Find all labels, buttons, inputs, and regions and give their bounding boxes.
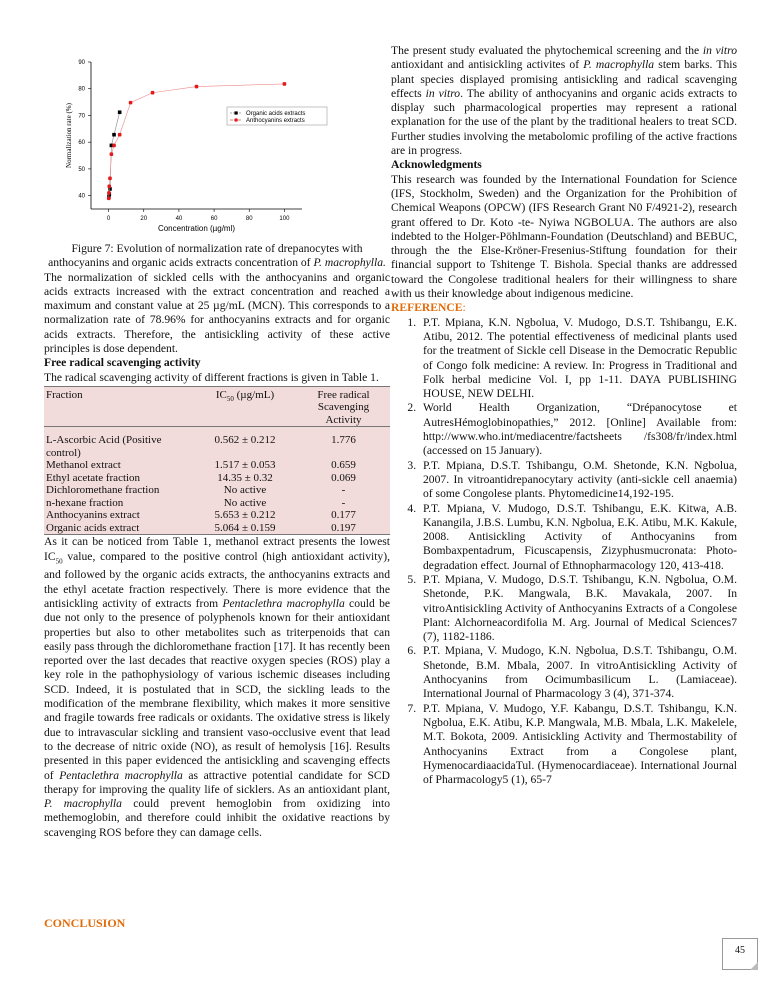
cell-ic50: 1.517 ± 0.053 bbox=[214, 459, 276, 472]
cell-activity: - bbox=[341, 484, 346, 497]
reference-item: 2. World Health Organization, “Drépanocytose et AutresHémoglobinopathies,” 2012. [Online] Available from: http://www.who.int/mediacentre/factsheets /fs308/fr/index.html (accessed on 15 January). bbox=[419, 401, 737, 458]
table-row bbox=[44, 522, 390, 535]
svg-text:70: 70 bbox=[78, 113, 85, 120]
cell-ic50: 0.562 ± 0.212 bbox=[214, 434, 276, 447]
svg-text:40: 40 bbox=[175, 216, 183, 222]
section-heading-free-radical: Free radical scavenging activity bbox=[44, 356, 201, 370]
table-header-activity: Free radical Scavenging Activity bbox=[317, 388, 370, 426]
table-header-fraction: Fraction bbox=[46, 388, 83, 401]
cell-ic50: 5.653 ± 0.212 bbox=[214, 509, 276, 522]
table-1-scavenging bbox=[44, 386, 390, 536]
reference-item: 5. P.T. Mpiana, V. Mudogo, D.S.T. Tshibangu, K.N. Ngbolua, O.M. Shetonde, P.K. Mangwala, B.K. Mavakala, 2007. In vitroAntisickling Activity of Anthocyanins Extracts of a Congolese Plant: Alchorneacordifolia M. Arg. Journal of Medical Sciences7 (7), 1182-1186. bbox=[419, 573, 737, 644]
svg-text:0: 0 bbox=[106, 216, 111, 222]
cell-ic50: No active bbox=[223, 484, 267, 497]
figure-7-chart bbox=[44, 44, 390, 236]
cell-activity: 0.197 bbox=[331, 521, 356, 534]
table-row bbox=[44, 427, 390, 460]
svg-text:80: 80 bbox=[78, 86, 85, 93]
conclusion-paragraph: The present study evaluated the phytochemical screening and the in vitro antioxidant and antisickling activites of P. macrophylla stem barks. This plant species displayed promising antisickling and radical scavenging effects in vitro. The ability of anthocyanins and organic acids extracts to display such pharmacological properties may represent a rational explanation for the use of the plant by the traditional healers to treat SCD. Further studies involving the metabolomic profiling of the active fractions are in progress. bbox=[391, 44, 737, 158]
table-row bbox=[44, 484, 390, 497]
page-number: 45 bbox=[722, 938, 758, 970]
reference-item: 4. P.T. Mpiana, V. Mudogo, D.S.T. Tshibangu, E.K. Kitwa, A.B. Kanangila, J.B.S. Lumbu, K.N. Ngbolua, E.K. Atibu, M.K. Kakule, 2008. Antisickling Activity of Anthocyanins from Bombaxpentadrum, Ficuscapensis, Zizyphusmucronata: Photo-degradation effect. Journal of Ethnopharmacology 120, 413-418. bbox=[419, 502, 737, 573]
table-row bbox=[44, 509, 390, 522]
cell-fraction: Dichloromethane fraction bbox=[46, 484, 160, 497]
reference-item: 3. P.T. Mpiana, D.S.T. Tshibangu, O.M. Shetonde, K.N. Ngbolua, 2007. In vitroantidrepanocytary activity (anti-sickle cell anaemia) of some Congolese plants. Phytomedicine14,192-195. bbox=[419, 459, 737, 502]
table-header-ic50: $IC_{50}$ (µg/mL) bbox=[215, 388, 275, 404]
svg-text:90: 90 bbox=[78, 60, 85, 66]
acknowledgments-heading: Acknowledgments bbox=[391, 158, 482, 172]
cell-fraction: Ethyl acetate fraction bbox=[46, 471, 141, 484]
cell-ic50: 5.064 ± 0.159 bbox=[214, 521, 276, 534]
reference-item: 1. P.T. Mpiana, K.N. Ngbolua, V. Mudogo, D.S.T. Tshibangu, E.K. Atibu, 2012. The potential effectiveness of medicinal plants used for the treatment of Sickle cell Disease in the Democratic Republic of Congo folk medicine: A review. In: Progress in Traditional and Folk herbal medicine Vol. I, pp 1-11. DAYA PUBLISHING HOUSE, NEW DELHI. bbox=[419, 316, 737, 402]
conclusion-heading: CONCLUSION bbox=[44, 916, 126, 930]
cell-ic50: 14.35 ± 0.32 bbox=[217, 471, 273, 484]
cell-fraction: Organic acids extract bbox=[46, 521, 140, 534]
svg-text:60: 60 bbox=[210, 216, 218, 222]
acknowledgments-paragraph: This research was founded by the International Foundation for Science (IFS, Stockholm, Sweden) and the Organization for the Prohibition of Chemical Weapons (OPCW) (IFS Research Grant N0 F/4921-2), research grant offered to Dr. Koto -te- Nyiwa NGBOLUA. The authors are also indebted to the Holger-Pöhlmann-Foundation (Deutschland) and BEBUC, through the the Else-Kröner-Fresenius-Stiftung foundation for their financial support to Tshitenge T. Bishola. Special thanks are addressed toward the Congolese traditional healers for their willingness to share with us their knowledge about indigenous medicine. bbox=[391, 172, 737, 301]
svg-text:40: 40 bbox=[78, 193, 85, 200]
reference-heading: REFERENCE: bbox=[391, 301, 466, 315]
normalization-paragraph: The normalization of sickled cells with the anthocyanins and organic acids extracts increased with the extract concentration and reached a maximum and constant value at 25 µg/mL (MCN). This corresponds to a normalization rate of 78.96% for anthocyanins extracts and for organic acids extracts. Therefore, the antisickling activity of these active principles is dose dependent. bbox=[44, 270, 390, 356]
normalization-chart bbox=[44, 44, 344, 236]
cell-fraction: L-Ascorbic Acid (Positive control) bbox=[46, 434, 162, 459]
svg-text:50: 50 bbox=[78, 166, 85, 173]
svg-text:60: 60 bbox=[78, 140, 85, 147]
table-row bbox=[44, 472, 390, 485]
reference-item: 7. P.T. Mpiana, V. Mudogo, Y.F. Kabangu, D.S.T. Tshibangu, K.N. Ngbolua, E.K. Atibu, K.P. Mangwala, M.B. Mbala, L.K. Makelele, M.T. Bokota, 2009. Antisickling Activity and Thermostability of Anthocyanins Extract from a Congolese plant, HymenocardiaacidaTul. (Hymenocardiaceae). International Journal of Pharmacology5 (1), 65-7 bbox=[419, 702, 737, 788]
cell-fraction: Anthocyanins extract bbox=[46, 509, 140, 522]
svg-text:Normalization rate (%): Normalization rate (%) bbox=[65, 103, 73, 168]
cell-ic50: No active bbox=[223, 496, 267, 509]
svg-text:Concentration (µg/ml): Concentration (µg/ml) bbox=[157, 224, 236, 233]
cell-activity: 0.069 bbox=[331, 471, 356, 484]
svg-text:100: 100 bbox=[279, 216, 290, 222]
figure-caption: Figure 7: Evolution of normalization rate of drepanocytes with anthocyanins and organic acids extracts concentration of P. macrophylla. bbox=[48, 242, 386, 270]
table-row bbox=[44, 459, 390, 472]
right-column bbox=[391, 44, 737, 787]
reference-item: 6. P.T. Mpiana, V. Mudogo, K.N. Ngbolua, D.S.T. Tshibangu, O.M. Shetonde, B.M. Mbala, 2007. In vitroAntisickling Activity of Anthocyanins from Ocimumbasilicum L. (Lamiaceae). International Journal of Pharmacology 3 (4), 371-374. bbox=[419, 644, 737, 701]
svg-text:Organic acids extracts: Organic acids extracts bbox=[246, 111, 306, 117]
cell-activity: 1.776 bbox=[331, 434, 356, 447]
cell-fraction: n-hexane fraction bbox=[46, 496, 124, 509]
table-row bbox=[44, 497, 390, 510]
cell-activity: - bbox=[341, 496, 346, 509]
svg-text:80: 80 bbox=[245, 216, 253, 222]
left-column bbox=[44, 44, 390, 840]
svg-text:Anthocyanins extracts: Anthocyanins extracts bbox=[246, 118, 305, 124]
cell-fraction: Methanol extract bbox=[46, 459, 121, 472]
cell-activity: 0.177 bbox=[331, 509, 356, 522]
cell-activity: 0.659 bbox=[331, 459, 356, 472]
svg-text:20: 20 bbox=[140, 216, 148, 222]
reference-list bbox=[391, 316, 737, 788]
table-intro-paragraph: The radical scavenging activity of different fractions is given in Table 1. bbox=[44, 370, 379, 384]
discussion-paragraph: As it can be noticed from Table 1, methanol extract presents the lowest $IC_{50}$ value, compared to the positive control (high antioxidant activity), and followed by the organic acids extracts, the anthocyanins extracts and the ethyl acetate fraction respectively. There is more evidence that the antisickling activity of extracts from Pentaclethra macrophylla could be due not only to the presence of polyphenols known for their antioxidant properties but also to other metabolites such as triterpenoids that can easily pass through the dichloromethane fraction [17]. It has recently been reported over the last decades that reactive oxygen species (ROS) play a key role in the pathophysiology of various ischemic diseases including SCD. Indeed, it is postulated that in SCD, the sickling leads to the modification of the membrane flexibility, which makes it more sensitive and fragile towards free radicals or oxidants. The oxidative stress is likely due to intravascular sickling and transient vaso-occlusive event that lead to the decrease of nitric oxide (NO), as result of hemolysis [16]. Results presented in this paper evidenced the antisickling and scavenging effects of Pentaclethra macrophylla as attractive potential candidate for SCD therapy for improving the quality life of sicklers. As an antioxidant plant, P. macrophylla could prevent hemoglobin from oxidizing into methemoglobin, and therefore could inhibit the oxidative reactions by scavenging ROS before they can damage cells. bbox=[44, 535, 391, 839]
